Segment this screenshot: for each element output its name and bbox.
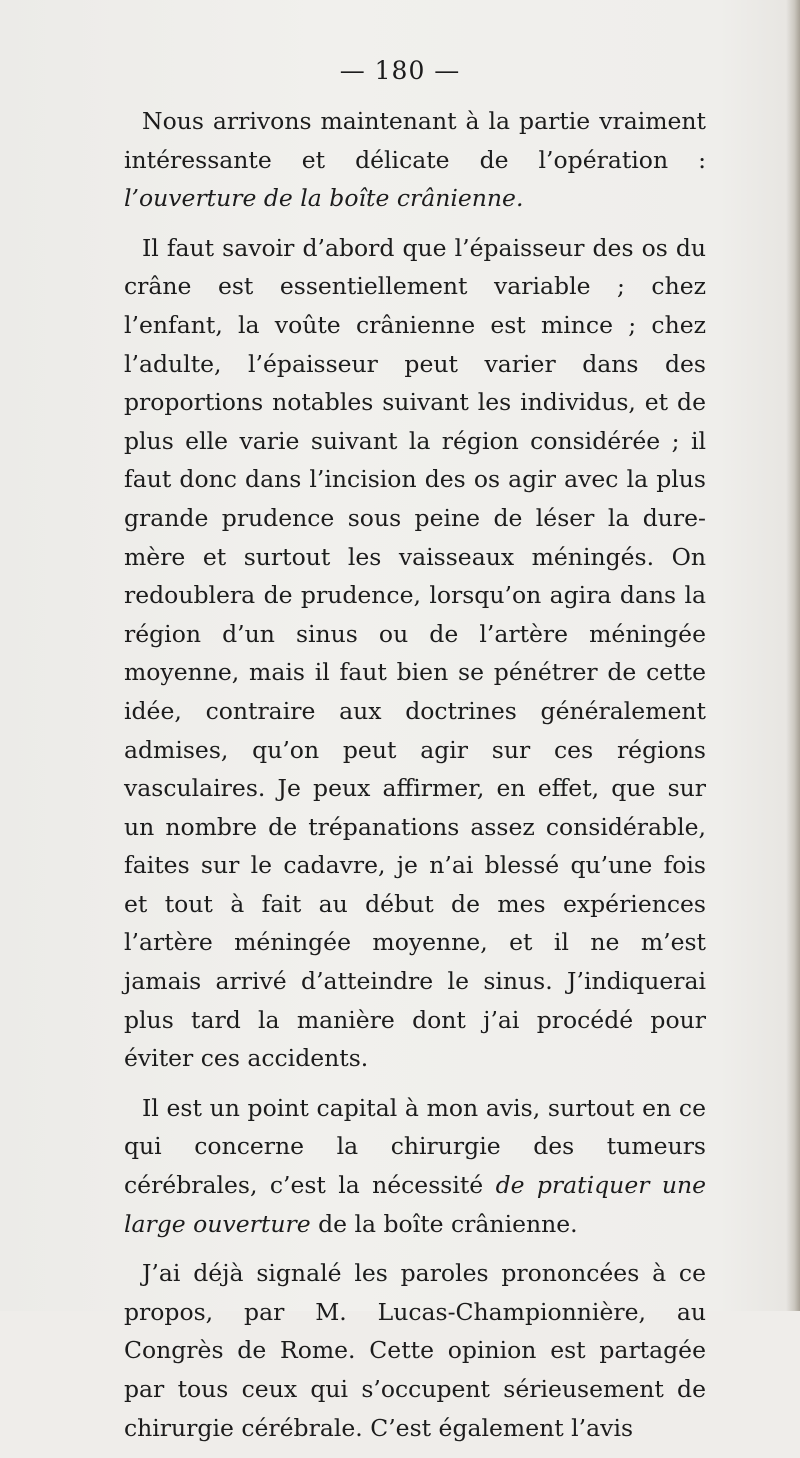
text-run: J’ai déjà signalé les paroles prononcées à ce propos, par M. Lucas-Championnière, au Congrès de Rome. Cette opinion est partagée par tous ceux qui s’occupent sérieusement de chirurgie cérébrale. C’est également l’avis [124,1259,706,1442]
italic-run: l’ouverture de la boîte crânienne. [124,184,524,213]
text-run: Il est un point capital à mon avis, surtout en ce qui concerne la chirurgie des tumeurs cérébrales, c’est la nécessité [124,1093,706,1200]
paragraph [124,102,706,218]
body-text [124,102,706,1458]
italic-run: de pratiquer une large ouverture [124,1171,706,1238]
paragraph [124,229,706,1078]
paragraph [124,1254,706,1447]
text-run: Il faut savoir d’abord que l’épaisseur des os du crâne est essentiellement variable ; chez l’enfant, la voûte crânienne est mince ; chez l’adulte, l’épaisseur peut varier dans des proportions notables suivant les individus, et de plus elle varie suivant la région considérée ; il faut donc dans l’incision des os agir avec la plus grande prudence sous peine de léser la dure-mère et surtout les vaisseaux méningés. On redoublera de prudence, lorsqu’on agira dans la région d’un sinus ou de l’artère méningée moyenne, mais il faut bien se pénétrer de cette idée, contraire aux doctrines généralement admises, qu’on peut agir sur ces régions vasculaires. Je peux affirmer, en effet, que sur un nombre de trépanations assez considérable, faites sur le cadavre, je n’ai blessé qu’une fois et tout à fait au début de mes expériences l’artère méningée moyenne, et il ne m’est jamais arrivé d’atteindre le sinus. J’indiquerai plus tard la manière dont j’ai procédé pour éviter ces accidents. [124,233,706,1073]
text-run: Nous arrivons maintenant à la partie vraiment intéressante et délicate de l’opération : [124,107,706,174]
text-run: de la boîte crânienne. [310,1209,578,1238]
page-number: — 180 — [339,56,461,85]
page-edge-shadow [786,0,800,1311]
paragraph [124,1089,706,1243]
